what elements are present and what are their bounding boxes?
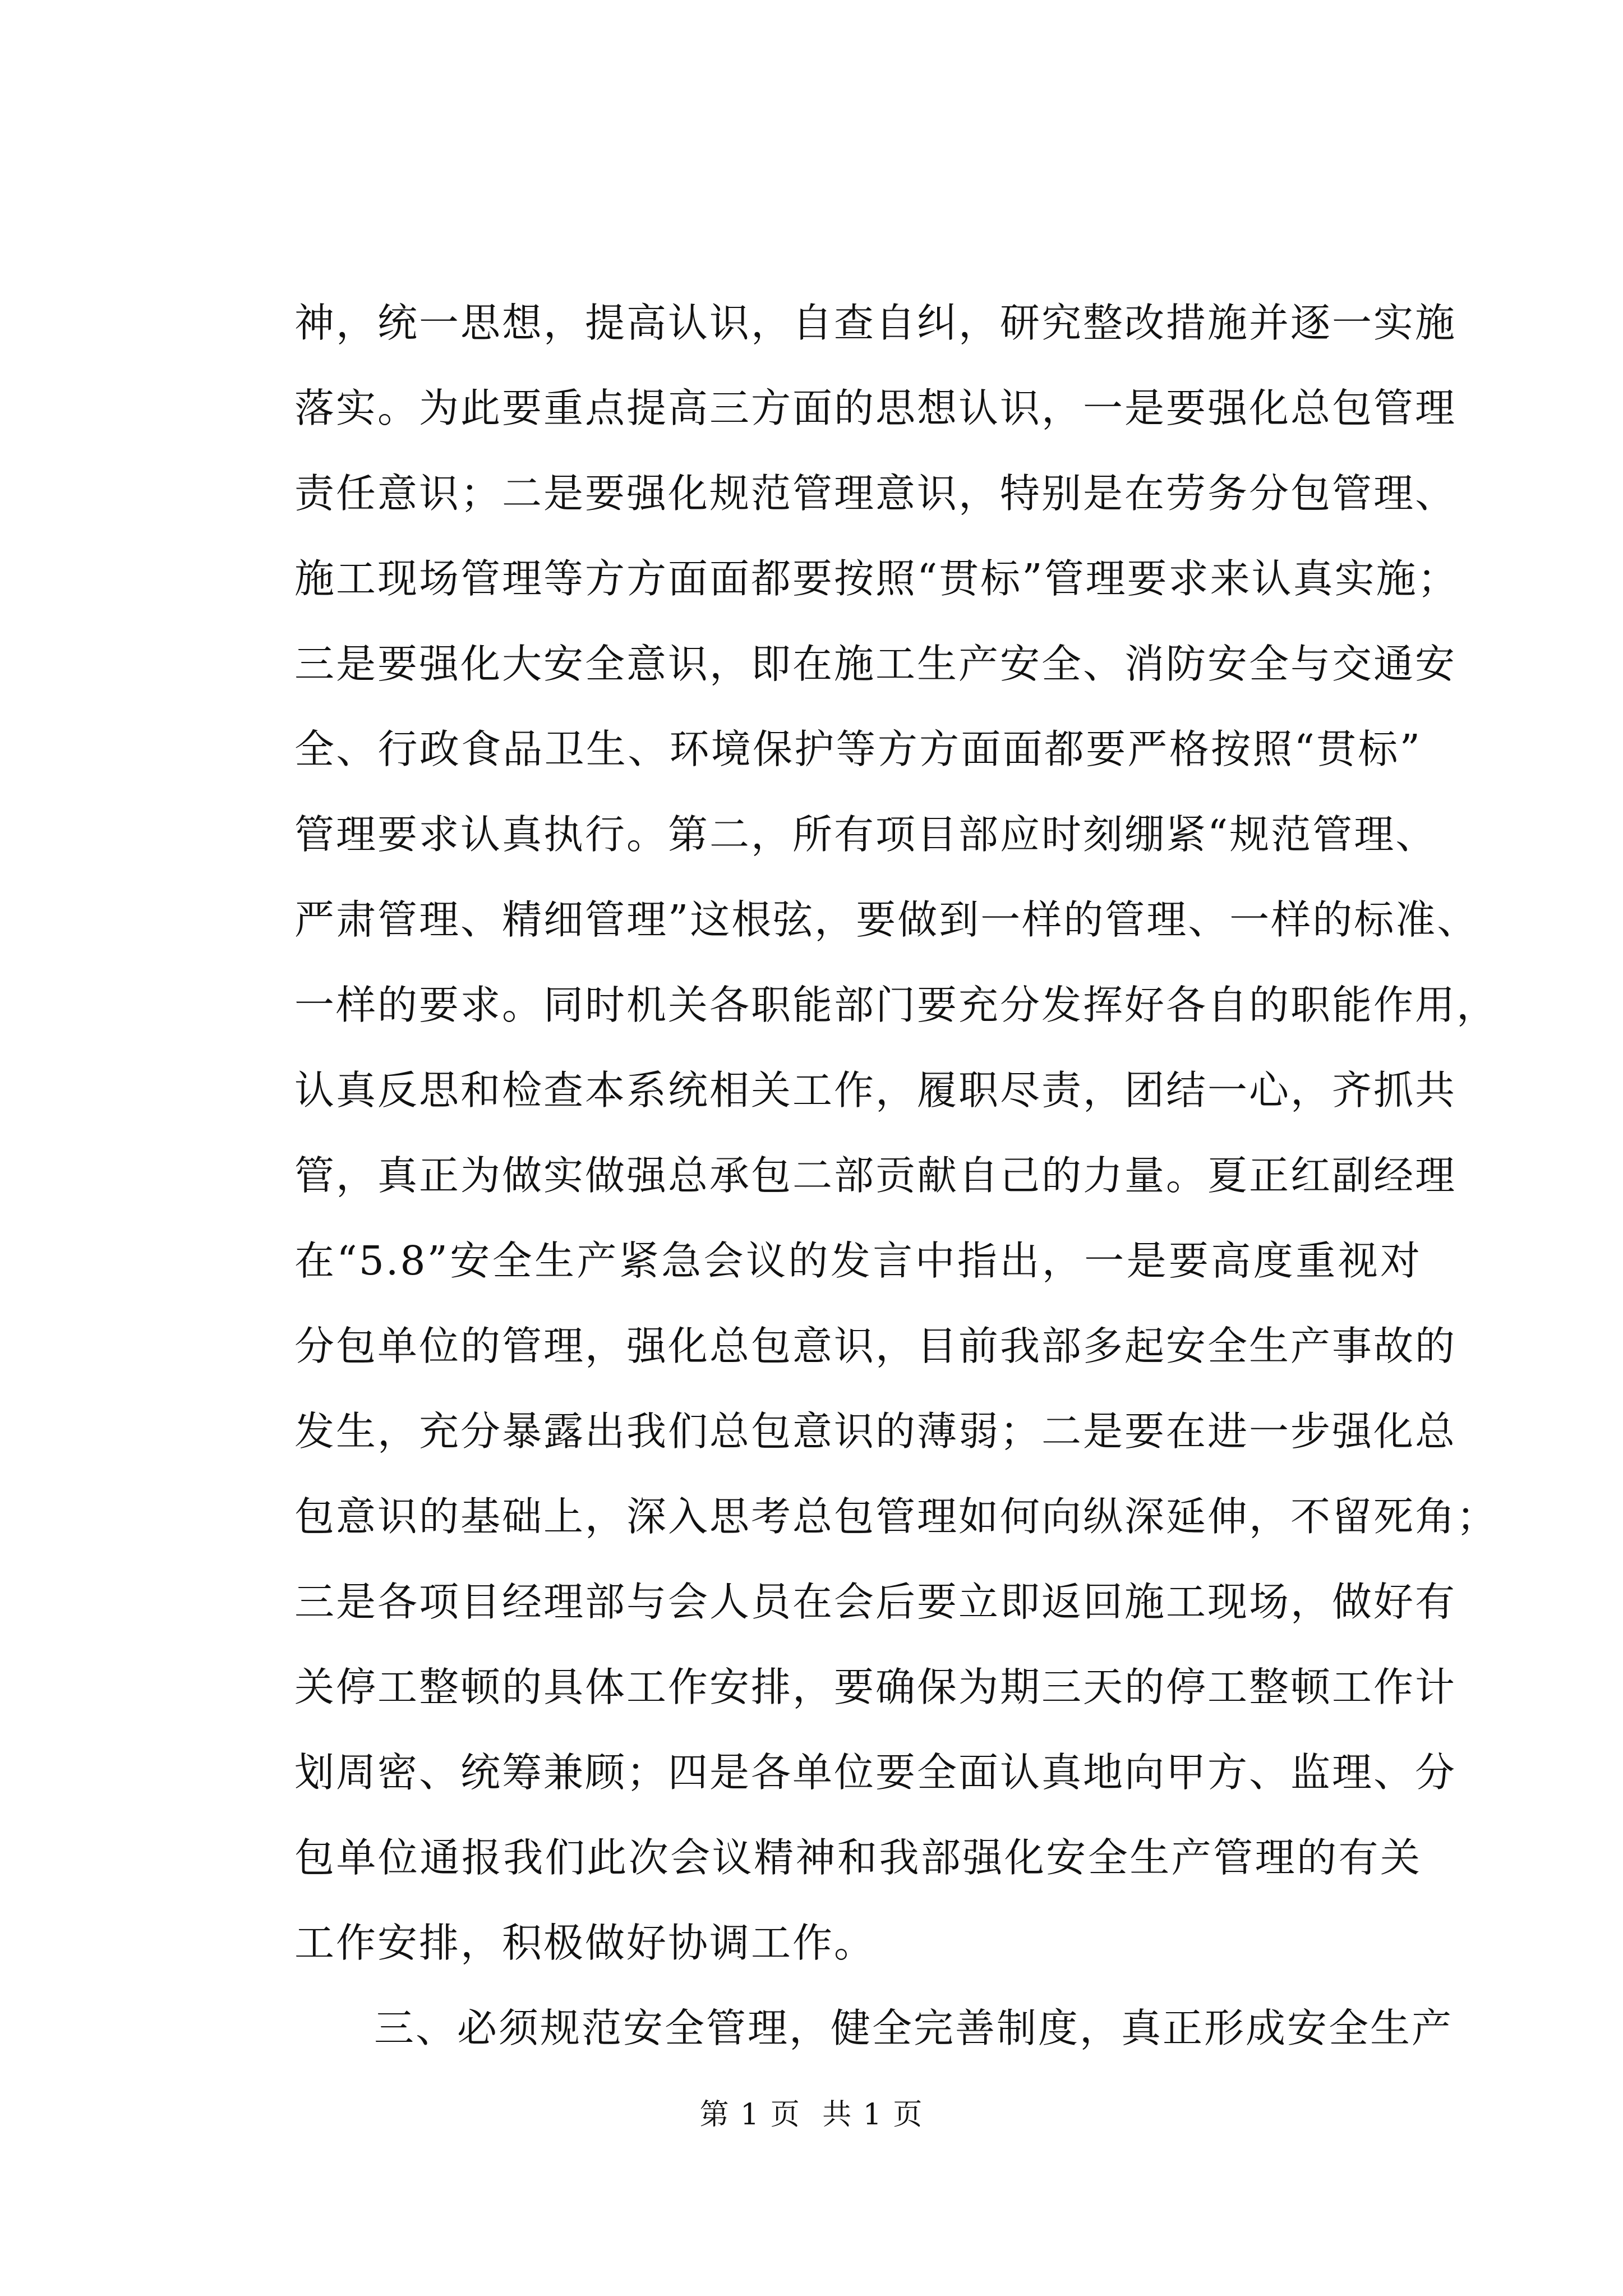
text-line: 责任意识；二是要强化规范管理意识，特别是在劳务分包管理、 <box>294 470 1457 517</box>
section-heading-line: 三、必须规范安全管理，健全完善制度，真正形成安全生产 <box>374 2005 1454 2051</box>
document-body <box>294 280 1498 2071</box>
text-line: 一样的要求。同时机关各职能部门要充分发挥好各自的职能作用， <box>294 982 1498 1028</box>
text-line: 包意识的基础上，深入思考总包管理如何向纵深延伸，不留死角； <box>294 1493 1498 1540</box>
text-line: 划周密、统筹兼顾；四是各单位要全面认真地向甲方、监理、分 <box>294 1749 1457 1796</box>
text-line: 三是要强化大安全意识，即在施工生产安全、消防安全与交通安 <box>294 641 1457 687</box>
text-line: 工作安排，积极做好协调工作。 <box>294 1920 876 1966</box>
text-line: 管理要求认真执行。第二，所有项目部应时刻绷紧“规范管理、 <box>294 811 1437 858</box>
page-number: 第 1 页 <box>699 2098 801 2132</box>
text-line: 发生，充分暴露出我们总包意识的薄弱；二是要在进一步强化总 <box>294 1408 1457 1455</box>
text-line: 严肃管理、精细管理”这根弦，要做到一样的管理、一样的标准、 <box>294 896 1479 943</box>
text-line: 在“5.8”安全生产紧急会议的发言中指出，一是要高度重视对 <box>294 1237 1422 1284</box>
text-line: 施工现场管理等方方面面都要按照“贯标”管理要求来认真实施； <box>294 555 1459 602</box>
text-line: 三是各项目经理部与会人员在会后要立即返回施工现场，做好有 <box>294 1579 1457 1625</box>
text-line: 认真反思和检查本系统相关工作，履职尽责，团结一心，齐抓共 <box>294 1067 1457 1114</box>
text-line: 分包单位的管理，强化总包意识，目前我部多起安全生产事故的 <box>294 1323 1457 1369</box>
page-total: 共 1 页 <box>822 2098 924 2132</box>
page-footer <box>0 2095 1623 2134</box>
text-line: 关停工整顿的具体工作安排，要确保为期三天的停工整顿工作计 <box>294 1664 1457 1710</box>
text-line: 落实。为此要重点提高三方面的思想认识，一是要强化总包管理 <box>294 385 1457 431</box>
text-line: 管，真正为做实做强总承包二部贡献自己的力量。夏正红副经理 <box>294 1152 1457 1199</box>
text-line: 全、行政食品卫生、环境保护等方方面面都要严格按照“贯标” <box>294 726 1422 772</box>
text-line: 包单位通报我们此次会议精神和我部强化安全生产管理的有关 <box>294 1834 1422 1881</box>
text-line: 神，统一思想，提高认识，自查自纠，研究整改措施并逐一实施 <box>294 300 1457 346</box>
